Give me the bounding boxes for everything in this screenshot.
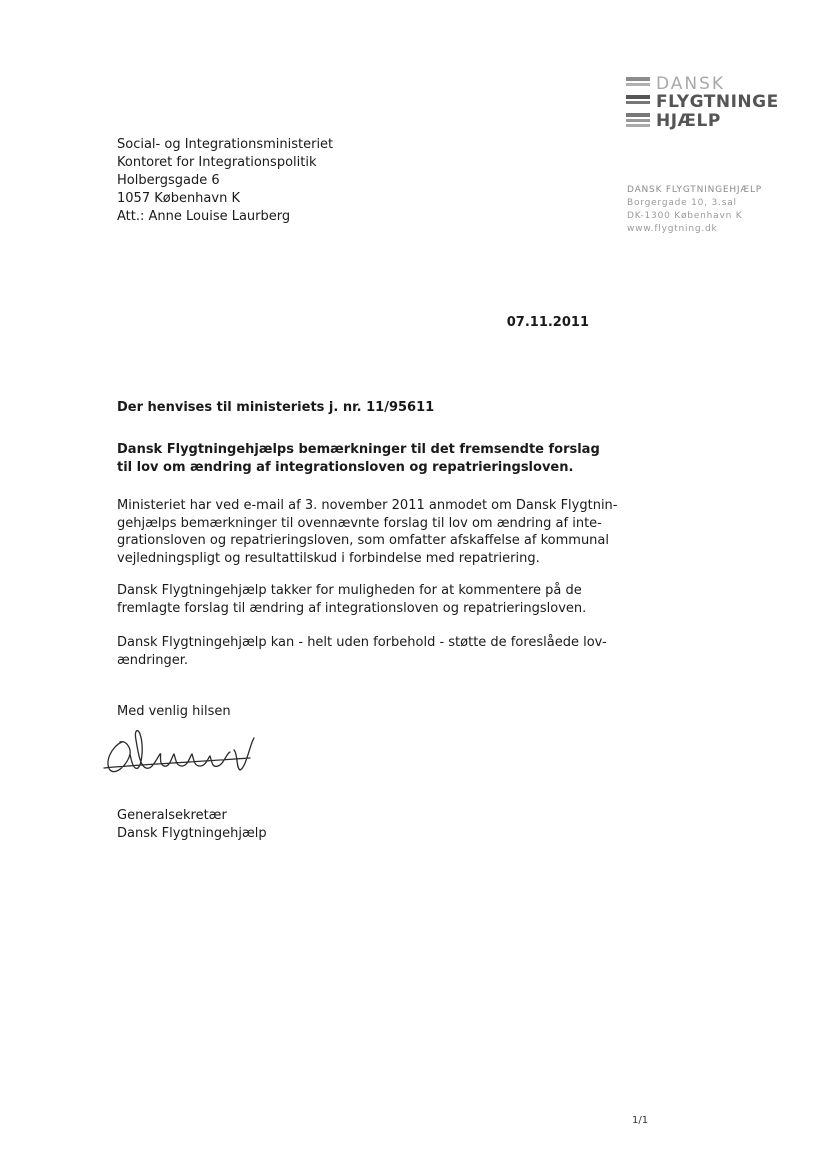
recipient-line: Holbergsgade 6	[117, 173, 220, 188]
paragraph-line: Ministeriet har ved e-mail af 3. november 2011 anmodet om Dansk Flygtnin-	[117, 498, 618, 513]
letter-subject	[117, 441, 600, 477]
paragraph-line: Dansk Flygtningehjælp kan - helt uden forbehold - støtte de foreslåede lov-	[117, 635, 607, 650]
logo-text-hjaelp: HJÆLP	[656, 111, 721, 131]
sender-city: DK-1300 København K	[627, 211, 743, 221]
logo-text-dansk: DANSK	[656, 74, 726, 94]
subject-line: til lov om ændring af integrationsloven og repatrieringsloven.	[117, 460, 574, 475]
dfh-logo-mark-icon	[626, 76, 652, 130]
body-paragraph-2	[117, 582, 591, 617]
body-paragraph-1	[117, 497, 618, 567]
signoff-organization: Dansk Flygtningehjælp	[117, 826, 267, 841]
paragraph-line: gehjælps bemærkninger til ovennævnte forslag til lov om ændring af inte-	[117, 515, 602, 531]
sender-street: Borgergade 10, 3.sal	[627, 198, 737, 208]
handwritten-signature	[100, 724, 270, 784]
paragraph-line: grationsloven og repatrieringsloven, som omfatter afskaffelse af kommunal	[117, 533, 609, 548]
sender-address	[627, 184, 762, 236]
organization-logo	[626, 74, 779, 132]
recipient-line: Social- og Integrationsministeriet	[117, 137, 334, 152]
sender-name: DANSK FLYGTNINGEHJÆLP	[627, 185, 762, 195]
recipient-line: Kontoret for Integrationspolitik	[117, 155, 317, 170]
letter-date: 07.11.2011	[506, 315, 589, 330]
paragraph-line: vejledningspligt og resultattilskud i forbindelse med repatriering.	[117, 550, 540, 566]
logo-text-flygtninge: FLYGTNINGE	[656, 92, 779, 112]
recipient-line: 1057 København K	[117, 191, 240, 206]
reference-line: Der henvises til ministeriets j. nr. 11/95611	[117, 400, 435, 415]
body-paragraph-3	[117, 634, 607, 669]
signoff-title: Generalsekretær	[117, 808, 227, 823]
recipient-line: Att.: Anne Louise Laurberg	[117, 209, 291, 224]
recipient-address	[117, 136, 333, 226]
page-number: 1/1	[632, 1115, 649, 1126]
sender-website: www.flygtning.dk	[627, 224, 718, 234]
paragraph-line: Dansk Flygtningehjælp takker for muligheden for at kommentere på de	[117, 583, 582, 598]
paragraph-line: ændringer.	[117, 652, 188, 668]
signoff-block	[117, 807, 267, 843]
subject-line: Dansk Flygtningehjælps bemærkninger til det fremsendte forslag	[117, 442, 600, 457]
paragraph-line: fremlagte forslag til ændring af integrationsloven og repatrieringsloven.	[117, 600, 587, 616]
closing-greeting: Med venlig hilsen	[117, 704, 231, 719]
